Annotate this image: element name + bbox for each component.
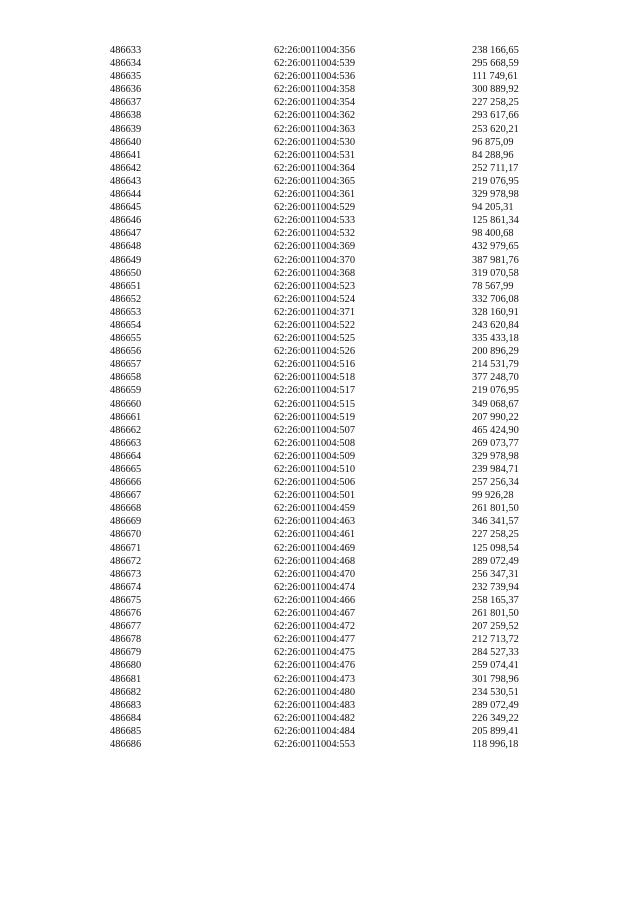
value-cell: 205 899,41 bbox=[472, 725, 519, 737]
cadastral-number: 62:26:0011004:369 bbox=[274, 241, 356, 253]
row-id: 486667 bbox=[110, 490, 142, 502]
cadastral-number: 62:26:0011004:506 bbox=[274, 477, 356, 489]
value-cell: 256 347,31 bbox=[472, 568, 519, 580]
value-cell: 346 341,57 bbox=[472, 516, 519, 528]
row-id: 486637 bbox=[110, 97, 142, 109]
cadastral-number: 62:26:0011004:371 bbox=[274, 306, 356, 318]
table-row bbox=[110, 384, 570, 397]
table-row bbox=[110, 542, 570, 555]
row-id: 486636 bbox=[110, 84, 142, 96]
value-cell: 238 166,65 bbox=[472, 45, 519, 56]
row-id: 486671 bbox=[110, 542, 142, 554]
value-cell: 377 248,70 bbox=[472, 372, 519, 384]
table-row bbox=[110, 214, 570, 227]
row-id: 486642 bbox=[110, 162, 142, 174]
value-cell: 329 978,98 bbox=[472, 189, 519, 201]
row-id: 486653 bbox=[110, 306, 142, 318]
row-id: 486651 bbox=[110, 280, 142, 292]
table-row bbox=[110, 437, 570, 450]
value-cell: 219 076,95 bbox=[472, 175, 519, 187]
table-row bbox=[110, 44, 570, 57]
row-id: 486650 bbox=[110, 267, 142, 279]
row-id: 486686 bbox=[110, 738, 142, 750]
cadastral-number: 62:26:0011004:507 bbox=[274, 424, 356, 436]
value-cell: 349 068,67 bbox=[472, 398, 519, 410]
cadastral-number: 62:26:0011004:480 bbox=[274, 686, 356, 698]
row-id: 486647 bbox=[110, 228, 142, 240]
row-id: 486649 bbox=[110, 254, 142, 266]
row-id: 486670 bbox=[110, 529, 142, 541]
cadastral-number: 62:26:0011004:524 bbox=[274, 293, 356, 305]
cadastral-number: 62:26:0011004:484 bbox=[274, 725, 356, 737]
cadastral-number: 62:26:0011004:365 bbox=[274, 175, 356, 187]
value-cell: 284 527,33 bbox=[472, 647, 519, 659]
cadastral-number: 62:26:0011004:531 bbox=[274, 149, 356, 161]
table-row bbox=[110, 280, 570, 293]
value-cell: 335 433,18 bbox=[472, 333, 519, 345]
value-cell: 78 567,99 bbox=[472, 280, 514, 292]
row-id: 486679 bbox=[110, 647, 142, 659]
table-row bbox=[110, 188, 570, 201]
table-row bbox=[110, 201, 570, 214]
row-id: 486664 bbox=[110, 450, 142, 462]
table-row bbox=[110, 450, 570, 463]
row-id: 486638 bbox=[110, 110, 142, 122]
table-row bbox=[110, 489, 570, 502]
table-row bbox=[110, 633, 570, 646]
cadastral-number: 62:26:0011004:553 bbox=[274, 738, 356, 750]
value-cell: 257 256,34 bbox=[472, 477, 519, 489]
value-cell: 259 074,41 bbox=[472, 660, 519, 672]
cadastral-number: 62:26:0011004:483 bbox=[274, 699, 356, 711]
table-row bbox=[110, 699, 570, 712]
value-cell: 243 620,84 bbox=[472, 319, 519, 331]
cadastral-number: 62:26:0011004:474 bbox=[274, 581, 356, 593]
row-id: 486682 bbox=[110, 686, 142, 698]
cadastral-number: 62:26:0011004:523 bbox=[274, 280, 356, 292]
row-id: 486633 bbox=[110, 45, 142, 56]
row-id: 486652 bbox=[110, 293, 142, 305]
cadastral-number: 62:26:0011004:354 bbox=[274, 97, 356, 109]
cadastral-number: 62:26:0011004:516 bbox=[274, 359, 356, 371]
cadastral-number: 62:26:0011004:472 bbox=[274, 621, 356, 633]
table-row bbox=[110, 175, 570, 188]
cadastral-number: 62:26:0011004:361 bbox=[274, 189, 356, 201]
row-id: 486680 bbox=[110, 660, 142, 672]
row-id: 486641 bbox=[110, 149, 142, 161]
table-row bbox=[110, 123, 570, 136]
value-cell: 98 400,68 bbox=[472, 228, 514, 240]
table-row bbox=[110, 620, 570, 633]
row-id: 486668 bbox=[110, 503, 142, 515]
value-cell: 125 861,34 bbox=[472, 215, 519, 227]
table-row bbox=[110, 240, 570, 253]
value-cell: 226 349,22 bbox=[472, 712, 519, 724]
value-cell: 319 070,58 bbox=[472, 267, 519, 279]
table-row bbox=[110, 57, 570, 70]
row-id: 486662 bbox=[110, 424, 142, 436]
table-row bbox=[110, 424, 570, 437]
cadastral-number: 62:26:0011004:459 bbox=[274, 503, 356, 515]
cadastral-number: 62:26:0011004:358 bbox=[274, 84, 356, 96]
value-cell: 295 668,59 bbox=[472, 58, 519, 70]
row-id: 486659 bbox=[110, 385, 142, 397]
cadastral-number: 62:26:0011004:368 bbox=[274, 267, 356, 279]
value-cell: 289 072,49 bbox=[472, 555, 519, 567]
row-id: 486669 bbox=[110, 516, 142, 528]
value-cell: 207 259,52 bbox=[472, 621, 519, 633]
cadastral-number: 62:26:0011004:470 bbox=[274, 568, 356, 580]
cadastral-number: 62:26:0011004:532 bbox=[274, 228, 356, 240]
table-row bbox=[110, 136, 570, 149]
table-row bbox=[110, 411, 570, 424]
row-id: 486663 bbox=[110, 437, 142, 449]
value-cell: 214 531,79 bbox=[472, 359, 519, 371]
cadastral-number: 62:26:0011004:509 bbox=[274, 450, 356, 462]
table-row bbox=[110, 109, 570, 122]
value-cell: 261 801,50 bbox=[472, 608, 519, 620]
value-cell: 207 990,22 bbox=[472, 411, 519, 423]
cadastral-number: 62:26:0011004:468 bbox=[274, 555, 356, 567]
cadastral-number: 62:26:0011004:522 bbox=[274, 319, 356, 331]
row-id: 486683 bbox=[110, 699, 142, 711]
value-cell: 227 258,25 bbox=[472, 97, 519, 109]
cadastral-number: 62:26:0011004:477 bbox=[274, 634, 356, 646]
table-row bbox=[110, 254, 570, 267]
table-row bbox=[110, 725, 570, 738]
cadastral-number: 62:26:0011004:530 bbox=[274, 136, 356, 148]
table-row bbox=[110, 319, 570, 332]
cadastral-number: 62:26:0011004:526 bbox=[274, 346, 356, 358]
row-id: 486660 bbox=[110, 398, 142, 410]
value-cell: 99 926,28 bbox=[472, 490, 514, 502]
table-row bbox=[110, 149, 570, 162]
cadastral-number: 62:26:0011004:362 bbox=[274, 110, 356, 122]
cadastral-number: 62:26:0011004:475 bbox=[274, 647, 356, 659]
table-row bbox=[110, 528, 570, 541]
value-cell: 234 530,51 bbox=[472, 686, 519, 698]
value-cell: 219 076,95 bbox=[472, 385, 519, 397]
cadastral-number: 62:26:0011004:533 bbox=[274, 215, 356, 227]
cadastral-number: 62:26:0011004:461 bbox=[274, 529, 356, 541]
value-cell: 300 889,92 bbox=[472, 84, 519, 96]
cadastral-number: 62:26:0011004:364 bbox=[274, 162, 356, 174]
value-cell: 227 258,25 bbox=[472, 529, 519, 541]
cadastral-number: 62:26:0011004:466 bbox=[274, 594, 356, 606]
table-row bbox=[110, 371, 570, 384]
table-row bbox=[110, 712, 570, 725]
row-id: 486677 bbox=[110, 621, 142, 633]
row-id: 486674 bbox=[110, 581, 142, 593]
table-row bbox=[110, 398, 570, 411]
value-cell: 329 978,98 bbox=[472, 450, 519, 462]
value-cell: 111 749,61 bbox=[472, 71, 518, 83]
value-cell: 269 073,77 bbox=[472, 437, 519, 449]
value-cell: 118 996,18 bbox=[472, 738, 519, 750]
row-id: 486685 bbox=[110, 725, 142, 737]
row-id: 486676 bbox=[110, 608, 142, 620]
cadastral-number: 62:26:0011004:476 bbox=[274, 660, 356, 672]
table-row bbox=[110, 70, 570, 83]
table-row bbox=[110, 502, 570, 515]
table-row bbox=[110, 306, 570, 319]
row-id: 486640 bbox=[110, 136, 142, 148]
table-row bbox=[110, 463, 570, 476]
value-cell: 212 713,72 bbox=[472, 634, 519, 646]
table-row bbox=[110, 515, 570, 528]
value-cell: 332 706,08 bbox=[472, 293, 519, 305]
row-id: 486655 bbox=[110, 333, 142, 345]
row-id: 486681 bbox=[110, 673, 142, 685]
cadastral-number: 62:26:0011004:356 bbox=[274, 45, 356, 56]
cadastral-number: 62:26:0011004:467 bbox=[274, 608, 356, 620]
table-row bbox=[110, 267, 570, 280]
row-id: 486645 bbox=[110, 202, 142, 214]
table-row bbox=[110, 162, 570, 175]
cadastral-number: 62:26:0011004:525 bbox=[274, 333, 356, 345]
row-id: 486639 bbox=[110, 123, 142, 135]
value-cell: 96 875,09 bbox=[472, 136, 514, 148]
row-id: 486678 bbox=[110, 634, 142, 646]
row-id: 486644 bbox=[110, 189, 142, 201]
value-cell: 387 981,76 bbox=[472, 254, 519, 266]
row-id: 486648 bbox=[110, 241, 142, 253]
cadastral-number: 62:26:0011004:482 bbox=[274, 712, 356, 724]
data-table bbox=[110, 44, 570, 751]
row-id: 486646 bbox=[110, 215, 142, 227]
cadastral-number: 62:26:0011004:469 bbox=[274, 542, 356, 554]
value-cell: 200 896,29 bbox=[472, 346, 519, 358]
value-cell: 465 424,90 bbox=[472, 424, 519, 436]
table-row bbox=[110, 646, 570, 659]
table-row bbox=[110, 594, 570, 607]
table-row bbox=[110, 568, 570, 581]
row-id: 486643 bbox=[110, 175, 142, 187]
table-row bbox=[110, 555, 570, 568]
value-cell: 84 288,96 bbox=[472, 149, 514, 161]
table-row bbox=[110, 96, 570, 109]
row-id: 486656 bbox=[110, 346, 142, 358]
value-cell: 289 072,49 bbox=[472, 699, 519, 711]
table-row bbox=[110, 738, 570, 751]
table-row bbox=[110, 332, 570, 345]
value-cell: 125 098,54 bbox=[472, 542, 519, 554]
row-id: 486658 bbox=[110, 372, 142, 384]
row-id: 486684 bbox=[110, 712, 142, 724]
table-row bbox=[110, 293, 570, 306]
table-row bbox=[110, 607, 570, 620]
cadastral-number: 62:26:0011004:363 bbox=[274, 123, 356, 135]
cadastral-number: 62:26:0011004:370 bbox=[274, 254, 356, 266]
row-id: 486657 bbox=[110, 359, 142, 371]
row-id: 486661 bbox=[110, 411, 142, 423]
cadastral-number: 62:26:0011004:529 bbox=[274, 202, 356, 214]
cadastral-number: 62:26:0011004:517 bbox=[274, 385, 356, 397]
value-cell: 94 205,31 bbox=[472, 202, 514, 214]
value-cell: 432 979,65 bbox=[472, 241, 519, 253]
cadastral-number: 62:26:0011004:536 bbox=[274, 71, 356, 83]
cadastral-number: 62:26:0011004:515 bbox=[274, 398, 356, 410]
row-id: 486634 bbox=[110, 58, 142, 70]
row-id: 486654 bbox=[110, 319, 142, 331]
row-id: 486673 bbox=[110, 568, 142, 580]
value-cell: 328 160,91 bbox=[472, 306, 519, 318]
cadastral-number: 62:26:0011004:501 bbox=[274, 490, 356, 502]
cadastral-number: 62:26:0011004:463 bbox=[274, 516, 356, 528]
value-cell: 301 798,96 bbox=[472, 673, 519, 685]
value-cell: 232 739,94 bbox=[472, 581, 519, 593]
row-id: 486665 bbox=[110, 464, 142, 475]
cadastral-number: 62:26:0011004:519 bbox=[274, 411, 356, 423]
value-cell: 258 165,37 bbox=[472, 594, 519, 606]
value-cell: 239 984,71 bbox=[472, 464, 519, 475]
value-cell: 261 801,50 bbox=[472, 503, 519, 515]
row-id: 486675 bbox=[110, 594, 142, 606]
cadastral-number: 62:26:0011004:539 bbox=[274, 58, 356, 70]
table-row bbox=[110, 227, 570, 240]
table-row bbox=[110, 673, 570, 686]
table-row bbox=[110, 345, 570, 358]
value-cell: 253 620,21 bbox=[472, 123, 519, 135]
table-row bbox=[110, 83, 570, 96]
table-row bbox=[110, 476, 570, 489]
table-row bbox=[110, 686, 570, 699]
row-id: 486672 bbox=[110, 555, 142, 567]
row-id: 486666 bbox=[110, 477, 142, 489]
table-row bbox=[110, 358, 570, 371]
cadastral-number: 62:26:0011004:508 bbox=[274, 437, 356, 449]
table-row bbox=[110, 659, 570, 672]
table-row bbox=[110, 581, 570, 594]
cadastral-number: 62:26:0011004:518 bbox=[274, 372, 356, 384]
row-id: 486635 bbox=[110, 71, 142, 83]
value-cell: 252 711,17 bbox=[472, 162, 519, 174]
cadastral-number: 62:26:0011004:473 bbox=[274, 673, 356, 685]
cadastral-number: 62:26:0011004:510 bbox=[274, 464, 356, 475]
value-cell: 293 617,66 bbox=[472, 110, 519, 122]
